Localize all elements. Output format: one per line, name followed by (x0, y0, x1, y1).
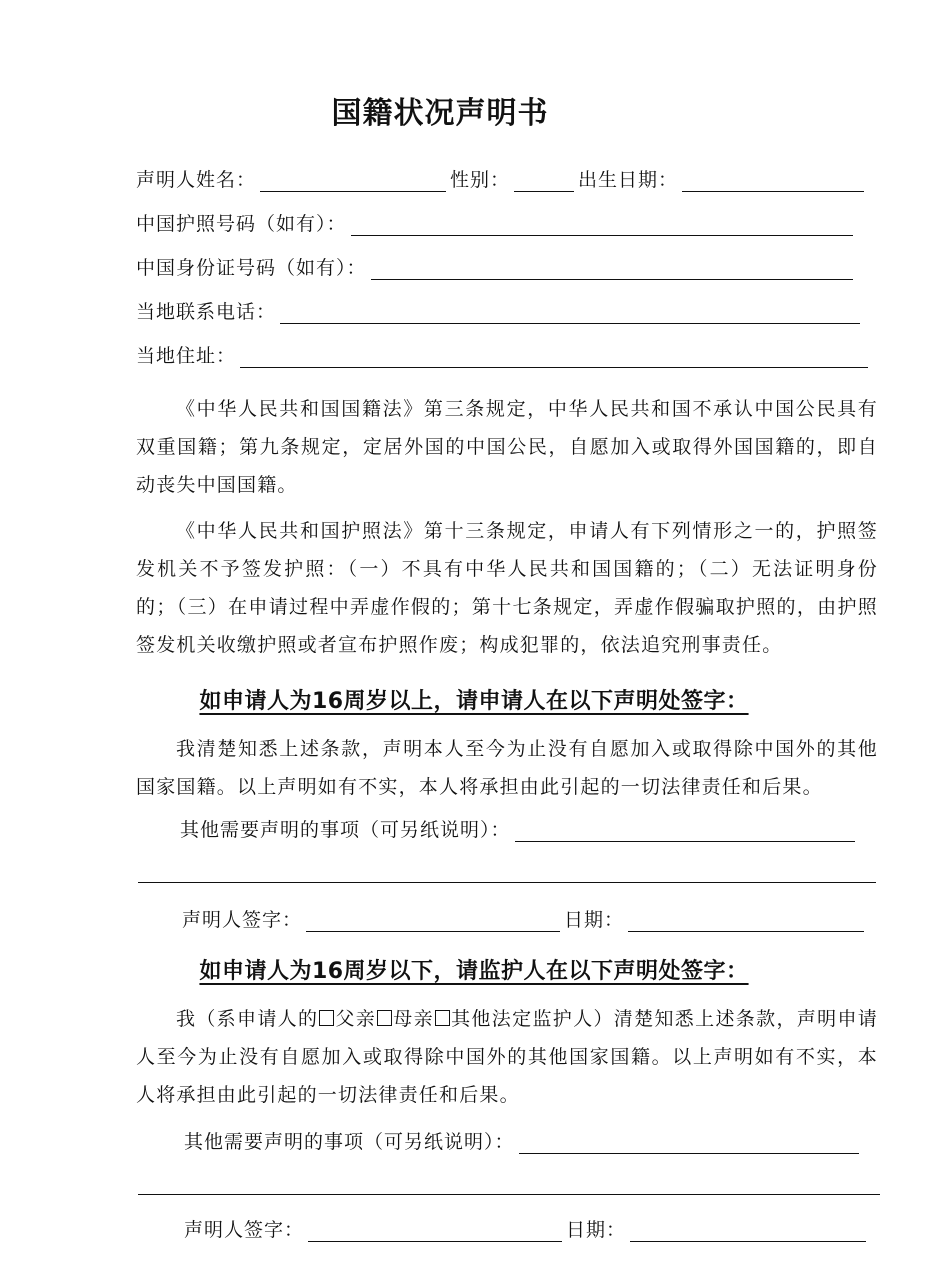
minor-statement-suffix: ）清楚知悉上述条款，声明申请人至今为止没有自愿加入或取得除中国外的其他国家国籍。以上声明如有不实，本人将承担由此引起的一切法律责任和后果。 (136, 1008, 878, 1106)
adult-section-heading (0, 684, 948, 715)
adult-signature-label: 声明人签字： (182, 909, 303, 931)
nationality-law-paragraph: 《中华人民共和国国籍法》第三条规定，中华人民共和国不承认中国公民具有双重国籍；第九条规定，定居外国的中国公民，自愿加入或取得外国国籍的，即自动丧失中国国籍。 (136, 398, 878, 496)
name-field[interactable] (260, 169, 446, 192)
minor-other-line-2[interactable] (138, 1194, 880, 1195)
name-label: 声明人姓名： (136, 169, 257, 191)
adult-date-field[interactable] (628, 909, 864, 932)
father-checkbox[interactable] (319, 1010, 334, 1026)
address-row (136, 338, 872, 368)
id-number-field[interactable] (371, 257, 853, 280)
passport-label: 中国护照号码（如有）： (136, 213, 347, 235)
minor-other-field[interactable] (519, 1131, 859, 1154)
passport-law-paragraph: 《中华人民共和国护照法》第十三条规定，申请人有下列情形之一的，护照签发机关不予签发护照：（一）不具有中华人民共和国国籍的；（二）无法证明身份的；（三）在申请过程中弄虚作假的；第十七条规定，弄虚作假骗取护照的，由护照签发机关收缴护照或者宣布护照作废；构成犯罪的，依法追究刑事责任。 (136, 520, 878, 656)
name-row (136, 162, 868, 192)
minor-section-heading (0, 954, 948, 985)
passport-number-field[interactable] (351, 213, 853, 236)
phone-field[interactable] (280, 301, 860, 324)
birth-date-field[interactable] (682, 169, 864, 192)
adult-other-field[interactable] (515, 819, 855, 842)
birth-date-label: 出生日期： (578, 169, 679, 191)
adult-date-label: 日期： (564, 909, 625, 931)
minor-other-row (184, 1124, 863, 1154)
other-guardian-option-label: 其他法定监护人 (450, 1008, 594, 1030)
mother-checkbox[interactable] (377, 1010, 392, 1026)
adult-other-label: 其他需要声明的事项（可另纸说明）： (180, 819, 511, 841)
address-field[interactable] (240, 345, 868, 368)
id-row (136, 250, 857, 280)
minor-statement (136, 1000, 878, 1114)
phone-label: 当地联系电话： (136, 301, 277, 323)
adult-signature-field[interactable] (306, 909, 560, 932)
gender-field[interactable] (514, 169, 574, 192)
phone-row (136, 294, 864, 324)
adult-other-line-2[interactable] (138, 882, 876, 883)
mother-option-label: 母亲 (393, 1008, 434, 1030)
adult-heading-text: 如申请人为16周岁以上，请申请人在以下声明处签字： (199, 689, 749, 714)
minor-heading-text: 如申请人为16周岁以下，请监护人在以下声明处签字： (199, 959, 749, 984)
minor-signature-label: 声明人签字： (184, 1219, 305, 1241)
minor-signature-row (184, 1212, 870, 1242)
minor-date-field[interactable] (630, 1219, 866, 1242)
id-label: 中国身份证号码（如有）： (136, 257, 367, 279)
passport-row (136, 206, 857, 236)
minor-other-label: 其他需要声明的事项（可另纸说明）： (184, 1131, 515, 1153)
adult-signature-row (182, 902, 868, 932)
minor-statement-prefix: 我（系申请人的 (176, 1008, 319, 1030)
minor-signature-field[interactable] (308, 1219, 562, 1242)
address-label: 当地住址： (136, 345, 237, 367)
adult-statement: 我清楚知悉上述条款，声明本人至今为止没有自愿加入或取得除中国外的其他国家国籍。以上声明如有不实，本人将承担由此引起的一切法律责任和后果。 (136, 738, 878, 798)
adult-other-row (180, 812, 859, 842)
minor-date-label: 日期： (566, 1219, 627, 1241)
other-guardian-checkbox[interactable] (435, 1010, 450, 1026)
page-title: 国籍状况声明书 (331, 96, 549, 131)
father-option-label: 父亲 (335, 1008, 377, 1030)
gender-label: 性别： (450, 169, 511, 191)
